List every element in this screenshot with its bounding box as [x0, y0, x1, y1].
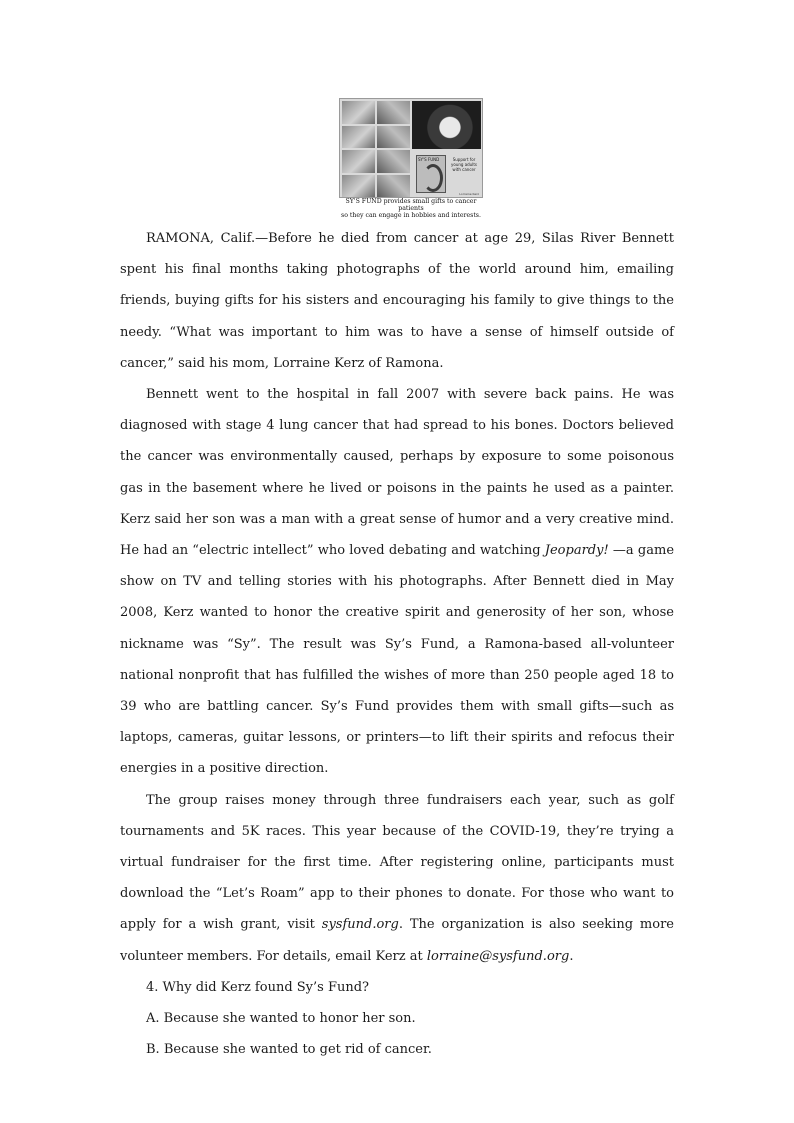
- photo-grid: [342, 101, 410, 197]
- article-body: [120, 223, 674, 1065]
- photo-thumb: [377, 101, 410, 124]
- paragraph-3-text: .: [569, 948, 574, 964]
- paragraph-2-text: Bennett went to the hospital in fall 2007 with severe back pains. He was diagnosed with stage 4 lung cancer that had spread to his bones. Doctors believed the cancer was environmentally caused, perhaps by exposure to some poisonous gas in the basement where he lived or poisons in the paints he used as a painter. Kerz said her son was a man with a great sense of humor and a very creative mind. He had an “electric intellect” who loved debating and watching: [120, 387, 674, 559]
- photo-thumb: [342, 101, 375, 124]
- option-a: A. Because she wanted to honor her son.: [146, 1011, 416, 1027]
- photo-collage: [339, 98, 483, 198]
- photo-thumb: [342, 126, 375, 149]
- photo-thumb: [377, 126, 410, 149]
- photo-thumb: [342, 175, 375, 198]
- paragraph-3-text: The group raises money through three fundraisers each year, such as golf tournaments and 5K races. This year because of the COVID-19, they’re trying a virtual fundraiser for the first time. After registering online, participants must download the “Let’s Roam” app to their phones to donate. For those who want to apply for a wish grant, visit: [120, 792, 674, 933]
- figure-caption: [339, 198, 483, 219]
- website-link: sysfund.org: [321, 917, 399, 933]
- email-address: lorraine@sysfund.org: [426, 948, 570, 964]
- paragraph-3: [120, 785, 674, 972]
- question-stem: 4. Why did Kerz found Sy’s Fund?: [146, 979, 370, 995]
- show-title: Jeopardy!: [544, 543, 609, 559]
- paragraph-1: RAMONA, Calif.—Before he died from cancer at age 29, Silas River Bennett spent his final months taking photographs of the world around him, emailing friends, buying gifts for his sisters and encouraging his family to give things to the needy. “What was important to him was to have a sense of himself outside of cancer,” said his mom, Lorraine Kerz of Ramona.: [120, 231, 674, 371]
- photo-credit: Lorraine Kerz: [459, 192, 479, 196]
- photo-thumb: [377, 175, 410, 198]
- logo-text: SY'S FUND: [418, 157, 440, 162]
- option-b: B. Because she wanted to get rid of cancer.: [146, 1042, 432, 1058]
- photo-thumb: [342, 150, 375, 173]
- paragraph-3-text: . The organization is also seeking more volunteer members. For details, email Kerz at: [120, 917, 674, 964]
- caption-line: SY'S FUND provides small gifts to cancer patients: [345, 198, 477, 212]
- paragraph-2-text: —a game show on TV and telling stories with his photographs. After Bennett died in May 2008, Kerz wanted to honor the creative spirit and generosity of her son, whose nickname was “Sy”. The result was Sy’s Fund, a Ramona-based all-volunteer national nonprofit that has fulfilled the wishes of more than 250 people aged 18 to 39 who are battling cancer. Sy’s Fund provides them with small gifts—such as laptops, cameras, guitar lessons, or printers—to lift their spirits and refocus their energies in a positive direction.: [120, 543, 675, 777]
- s-road-icon: [423, 164, 443, 192]
- caption-line: so they can engage in hobbies and interests.: [341, 212, 481, 219]
- support-text: Support for young adults with cancer: [451, 157, 477, 172]
- portrait-photo: [412, 101, 481, 149]
- paragraph-2: [120, 379, 674, 785]
- article-figure: [339, 98, 483, 219]
- photo-thumb: [377, 150, 410, 173]
